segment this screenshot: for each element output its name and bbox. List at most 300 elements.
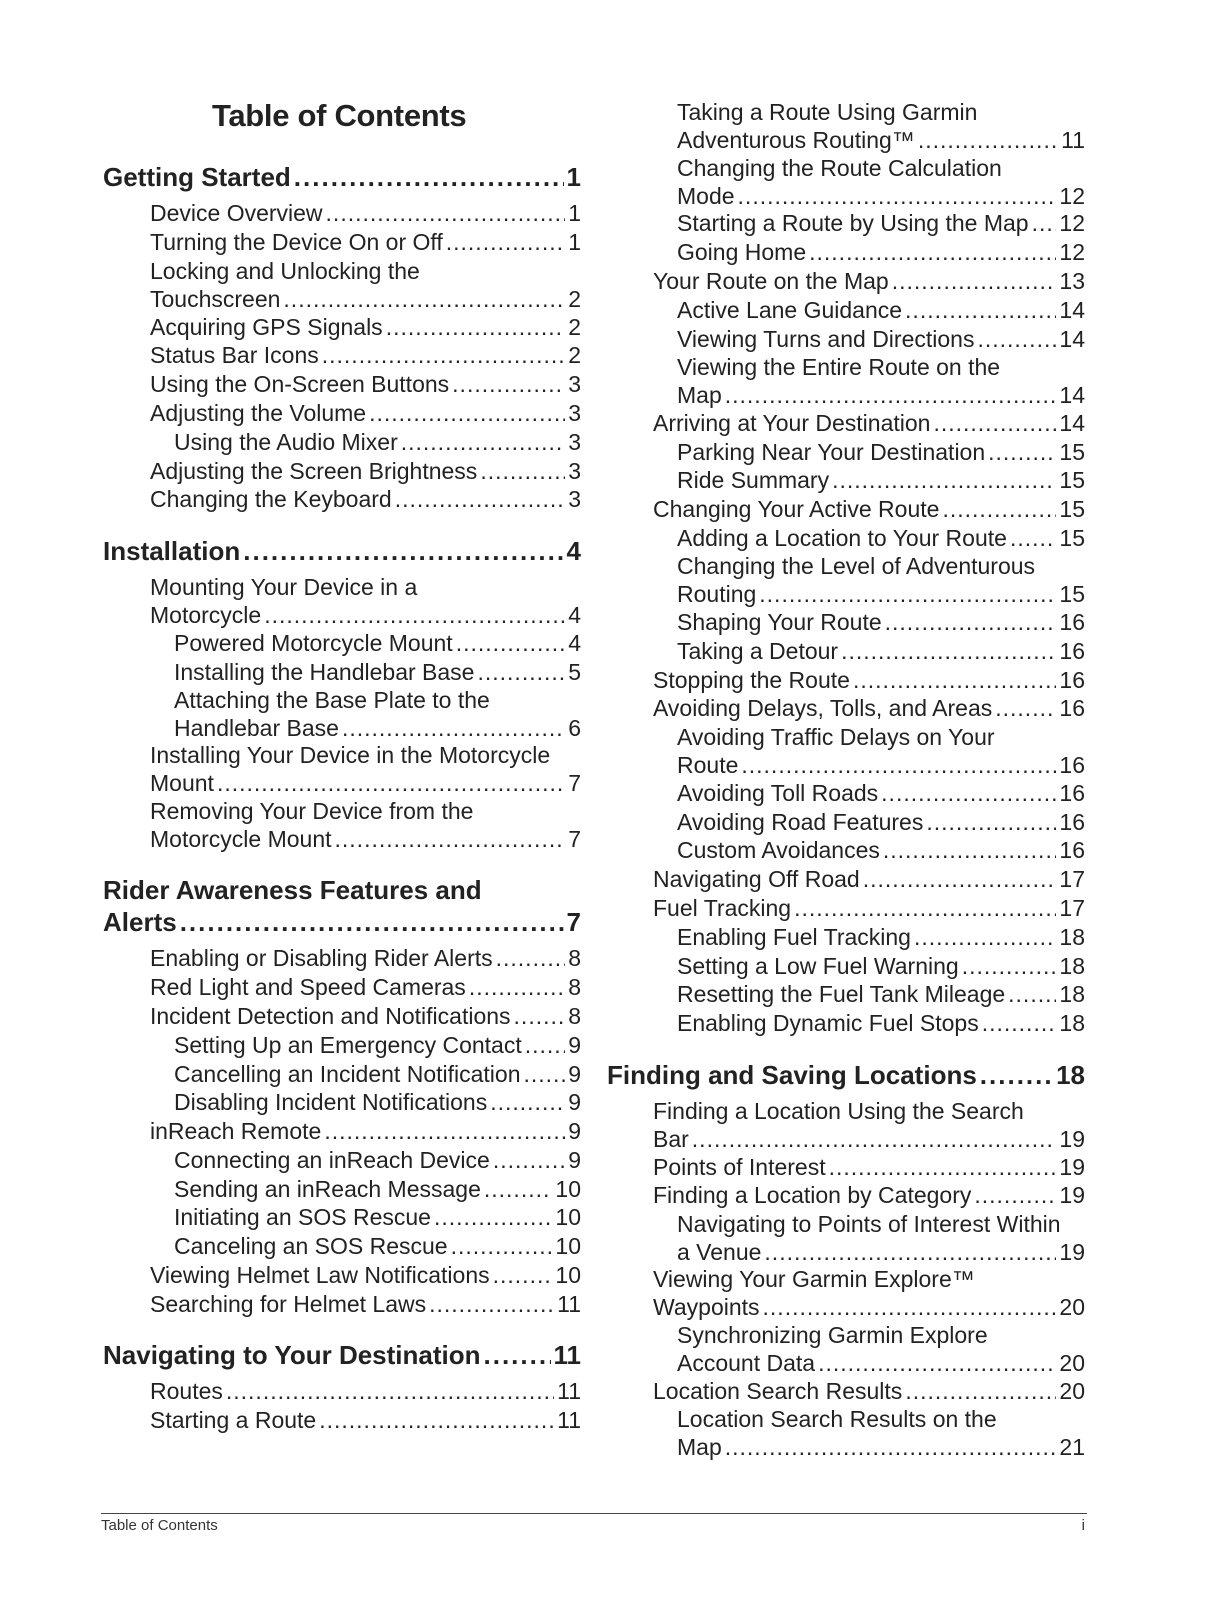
toc-entry[interactable]	[607, 666, 1085, 694]
toc-entry-title: Setting a Low Fuel Warning	[677, 953, 959, 979]
toc-entry[interactable]	[607, 267, 1085, 295]
dot-leader	[294, 161, 564, 193]
toc-entry[interactable]	[103, 1175, 581, 1203]
toc-entry[interactable]	[607, 524, 1085, 552]
toc-entry[interactable]	[103, 1031, 581, 1059]
toc-page-number: 3	[568, 458, 581, 484]
dot-leader	[885, 608, 1057, 636]
toc-entry-title: Points of Interest	[653, 1154, 826, 1180]
toc-entry[interactable]	[103, 370, 581, 398]
toc-entry[interactable]	[607, 1405, 1085, 1461]
dot-leader	[914, 923, 1056, 951]
toc-entry-title-line: Locking and Unlocking the	[150, 258, 420, 284]
toc-entry-title: Going Home	[677, 239, 807, 265]
toc-entry-title: inReach Remote	[150, 1118, 322, 1144]
toc-entry-title: Enabling Fuel Tracking	[677, 924, 911, 950]
toc-entry-title: Adding a Location to Your Route	[677, 525, 1007, 551]
toc-page-number: 3	[568, 400, 581, 426]
dot-leader	[451, 1232, 553, 1260]
toc-section-heading[interactable]	[103, 874, 581, 938]
dot-leader	[226, 1377, 554, 1405]
toc-section-heading[interactable]	[103, 1339, 581, 1371]
toc-entry-title: Arriving at Your Destination	[653, 410, 931, 436]
toc-entry-title: Canceling an SOS Rescue	[174, 1233, 448, 1259]
toc-entry-title: Enabling Dynamic Fuel Stops	[677, 1010, 979, 1036]
toc-page-number: 10	[555, 1233, 581, 1259]
dot-leader	[493, 1146, 565, 1174]
toc-page-number: 9	[568, 1147, 581, 1173]
toc-entry[interactable]	[103, 1406, 581, 1434]
toc-entry-title: Mode	[677, 183, 735, 209]
toc-entry-title-line: Attaching the Base Plate to the	[174, 687, 490, 713]
toc-entry-title: Disabling Incident Notifications	[174, 1089, 488, 1115]
toc-entry-title: Route	[677, 752, 739, 778]
dot-leader	[962, 952, 1057, 980]
toc-entry[interactable]	[103, 658, 581, 686]
toc-page-number: 12	[1059, 210, 1085, 236]
toc-entry[interactable]	[103, 457, 581, 485]
toc-page-number: 15	[1059, 496, 1085, 522]
toc-entry-title: Avoiding Delays, Tolls, and Areas	[653, 695, 993, 721]
dot-leader	[326, 199, 566, 227]
toc-entry-title: Routing	[677, 581, 757, 607]
toc-page-number: 11	[557, 1378, 581, 1404]
toc-page-number: 10	[555, 1204, 581, 1230]
toc-entry-title-line: Viewing Your Garmin Explore™	[653, 1266, 975, 1292]
toc-entry[interactable]	[103, 313, 581, 341]
toc-entry-title: Setting Up an Emergency Contact	[174, 1032, 522, 1058]
toc-entry-title: Changing Your Active Route	[653, 496, 940, 522]
dot-leader	[892, 267, 1057, 295]
dot-leader	[988, 438, 1056, 466]
dot-leader	[496, 944, 566, 972]
toc-entry-title: Starting a Route	[150, 1407, 317, 1433]
toc-entry[interactable]	[607, 865, 1085, 893]
dot-leader	[452, 370, 565, 398]
toc-page-number: 4	[568, 630, 581, 656]
toc-page-number: 12	[1059, 183, 1085, 209]
toc-page-number: 7	[568, 826, 581, 852]
toc-entry-title: Incident Detection and Notifications	[150, 1003, 511, 1029]
dot-leader	[1032, 209, 1057, 237]
toc-entry[interactable]	[103, 1203, 581, 1231]
toc-entry-title: Using the Audio Mixer	[174, 429, 398, 455]
toc-entry-title: Fuel Tracking	[653, 895, 792, 921]
toc-entry[interactable]	[607, 1181, 1085, 1209]
toc-entry-title: Avoiding Road Features	[677, 809, 924, 835]
dot-leader	[490, 1088, 565, 1116]
dot-leader	[456, 629, 566, 657]
toc-entry[interactable]	[103, 428, 581, 456]
toc-page-number: 17	[1059, 895, 1085, 921]
toc-page-number: 1	[568, 229, 581, 255]
toc-page-number: 17	[1059, 866, 1085, 892]
toc-section-heading[interactable]	[103, 161, 581, 193]
dot-leader	[342, 714, 565, 742]
toc-entry-title: Custom Avoidances	[677, 837, 880, 863]
toc-entry-title: Initiating an SOS Rescue	[174, 1204, 431, 1230]
toc-page-number: 9	[568, 1118, 581, 1144]
toc-entry-title: Finding a Location by Category	[653, 1182, 972, 1208]
dot-leader	[853, 666, 1056, 694]
dot-leader	[484, 1175, 553, 1203]
toc-page-number: 14	[1059, 410, 1085, 436]
toc-entry[interactable]	[607, 154, 1085, 210]
toc-entry[interactable]	[103, 1002, 581, 1030]
dot-leader	[818, 1349, 1056, 1377]
toc-entry[interactable]	[103, 341, 581, 369]
toc-entry-title: Adjusting the Volume	[150, 400, 367, 426]
toc-entry-title: Ride Summary	[677, 467, 830, 493]
toc-entry[interactable]	[103, 629, 581, 657]
toc-page-number: 16	[1059, 809, 1085, 835]
dot-leader	[319, 1406, 554, 1434]
toc-page-number: 1	[568, 200, 581, 226]
toc-entry-title: Red Light and Speed Cameras	[150, 974, 466, 1000]
toc-entry[interactable]	[607, 923, 1085, 951]
toc-entry[interactable]	[607, 325, 1085, 353]
toc-entry[interactable]	[103, 199, 581, 227]
toc-page-number: 11	[553, 1340, 581, 1370]
toc-entry-title-line: Changing the Route Calculation	[677, 155, 1002, 181]
dot-leader	[863, 865, 1057, 893]
toc-entry-title: Motorcycle Mount	[150, 826, 332, 852]
toc-entry-title: Acquiring GPS Signals	[150, 314, 383, 340]
dot-leader	[283, 285, 565, 313]
dot-leader	[1010, 524, 1056, 552]
toc-entry-title: Connecting an inReach Device	[174, 1147, 490, 1173]
toc-entry-title: Changing the Keyboard	[150, 486, 392, 512]
toc-entry-title: Alerts	[103, 907, 177, 937]
toc-entry[interactable]	[607, 209, 1085, 237]
dot-leader	[995, 694, 1056, 722]
toc-entry-title: Routes	[150, 1378, 223, 1404]
dot-leader	[469, 973, 565, 1001]
toc-entry-title: Starting a Route by Using the Map	[677, 210, 1029, 236]
toc-entry-title: Navigating Off Road	[653, 866, 860, 892]
toc-page-number: 7	[568, 770, 581, 796]
toc-entry[interactable]	[607, 238, 1085, 266]
toc-entry[interactable]	[103, 797, 581, 853]
toc-section-heading[interactable]	[607, 1059, 1085, 1091]
toc-entry-title: Cancelling an Incident Notification	[174, 1061, 521, 1087]
toc-entry-title: Getting Started	[103, 162, 291, 192]
toc-page-number: 6	[568, 715, 581, 741]
toc-entry[interactable]	[607, 1097, 1085, 1153]
toc-entry-title-line: Synchronizing Garmin Explore	[677, 1322, 988, 1348]
dot-leader	[386, 313, 566, 341]
toc-page-number: 19	[1059, 1182, 1085, 1208]
page-title: Table of Contents	[212, 98, 467, 133]
dot-leader	[514, 1002, 566, 1030]
toc-entry[interactable]	[103, 973, 581, 1001]
toc-entry[interactable]	[607, 980, 1085, 1008]
toc-page-number: 9	[568, 1032, 581, 1058]
dot-leader	[881, 779, 1056, 807]
toc-entry-title: Turning the Device On or Off	[150, 229, 443, 255]
toc-entry[interactable]	[103, 1146, 581, 1174]
toc-entry-title: Installing the Handlebar Base	[174, 659, 475, 685]
toc-page-number: 14	[1059, 382, 1085, 408]
dot-leader	[829, 1153, 1057, 1181]
toc-page-number: 18	[1059, 953, 1085, 979]
toc-page-number: 19	[1059, 1154, 1085, 1180]
toc-page-number: 16	[1059, 837, 1085, 863]
toc-page-number: 8	[568, 974, 581, 1000]
toc-entry[interactable]	[103, 399, 581, 427]
toc-entry-title: Adventurous Routing™	[677, 127, 915, 153]
toc-page-number: 18	[1059, 924, 1085, 950]
toc-page-number: 3	[568, 429, 581, 455]
toc-page-number: 20	[1059, 1294, 1085, 1320]
toc-entry[interactable]	[607, 495, 1085, 523]
dot-leader	[477, 658, 565, 686]
toc-entry[interactable]	[607, 1153, 1085, 1181]
toc-entry-title: Taking a Detour	[677, 638, 839, 664]
toc-page-number: 14	[1059, 297, 1085, 323]
toc-page-number: 8	[568, 945, 581, 971]
toc-entry-title: Map	[677, 1434, 722, 1460]
footer-divider	[101, 1513, 1087, 1514]
toc-entry-title-line: Taking a Route Using Garmin	[677, 99, 978, 125]
toc-entry-title: Active Lane Guidance	[677, 297, 903, 323]
toc-entry-title-line: Changing the Level of Adventurous	[677, 553, 1036, 579]
toc-page-number: 5	[568, 659, 581, 685]
dot-leader	[933, 409, 1056, 437]
toc-page-number: 9	[568, 1089, 581, 1115]
toc-entry-title: Location Search Results	[653, 1378, 903, 1404]
toc-entry-title: Enabling or Disabling Rider Alerts	[150, 945, 493, 971]
dot-leader	[446, 228, 565, 256]
dot-leader	[977, 325, 1056, 353]
toc-entry[interactable]	[103, 257, 581, 313]
toc-page-number: 16	[1059, 695, 1085, 721]
toc-page-number: 21	[1059, 1434, 1085, 1460]
toc-entry[interactable]	[607, 1377, 1085, 1405]
toc-entry[interactable]	[607, 466, 1085, 494]
dot-leader	[692, 1125, 1057, 1153]
toc-entry[interactable]	[607, 808, 1085, 836]
dot-leader	[738, 182, 1057, 210]
toc-entry[interactable]	[103, 1060, 581, 1088]
toc-page-number: 18	[1059, 1010, 1085, 1036]
toc-page-number: 2	[568, 342, 581, 368]
dot-leader	[809, 238, 1056, 266]
dot-leader	[525, 1031, 565, 1059]
toc-entry[interactable]	[103, 1290, 581, 1318]
toc-page-number: 3	[568, 486, 581, 512]
toc-entry-title: Touchscreen	[150, 286, 281, 312]
toc-entry-title: Waypoints	[653, 1294, 760, 1320]
toc-entry-title: Finding and Saving Locations	[607, 1060, 977, 1090]
toc-page-number: 11	[1061, 127, 1085, 153]
toc-entry-title: Sending an inReach Message	[174, 1176, 481, 1202]
toc-entry-title-line: Avoiding Traffic Delays on Your	[677, 724, 995, 750]
toc-page-number: 16	[1059, 609, 1085, 635]
toc-section-heading[interactable]	[103, 535, 581, 567]
toc-entry-title-line: Installing Your Device in the Motorcycle	[150, 742, 551, 768]
dot-leader	[434, 1203, 552, 1231]
toc-page-number: 8	[568, 1003, 581, 1029]
dot-leader	[974, 1181, 1056, 1209]
toc-entry[interactable]	[607, 353, 1085, 409]
dot-leader	[725, 381, 1057, 409]
toc-page-number: 15	[1059, 581, 1085, 607]
dot-leader	[369, 399, 565, 427]
toc-entry-title-line: Navigating to Points of Interest Within	[677, 1211, 1061, 1237]
toc-page-number: 16	[1059, 752, 1085, 778]
toc-entry-title-line: Location Search Results on the	[677, 1406, 997, 1432]
toc-entry[interactable]	[607, 1009, 1085, 1037]
toc-page-number: 19	[1059, 1239, 1085, 1265]
toc-entry[interactable]	[607, 723, 1085, 779]
dot-leader	[493, 1261, 553, 1289]
dot-leader	[832, 466, 1056, 494]
toc-entry[interactable]	[103, 741, 581, 797]
toc-page-number: 12	[1059, 239, 1085, 265]
toc-entry-title: Stopping the Route	[653, 667, 850, 693]
toc-entry[interactable]	[607, 779, 1085, 807]
toc-entry-title-line: Finding a Location Using the Search	[653, 1098, 1024, 1124]
dot-leader	[741, 751, 1056, 779]
toc-page-number: 19	[1059, 1126, 1085, 1152]
footer-section-name: Table of Contents	[101, 1517, 218, 1534]
toc-page-number: 3	[568, 371, 581, 397]
dot-leader	[942, 495, 1056, 523]
dot-leader	[918, 126, 1058, 154]
dot-leader	[725, 1433, 1057, 1461]
dot-leader	[841, 637, 1056, 665]
dot-leader	[926, 808, 1056, 836]
toc-entry[interactable]	[607, 409, 1085, 437]
dot-leader	[759, 580, 1056, 608]
toc-entry-title: Powered Motorcycle Mount	[174, 630, 453, 656]
dot-leader	[794, 894, 1056, 922]
toc-page-number: 20	[1059, 1350, 1085, 1376]
toc-entry-title: Mount	[150, 770, 214, 796]
toc-page-number: 20	[1059, 1378, 1085, 1404]
toc-page-number: 15	[1059, 439, 1085, 465]
toc-entry-title: Bar	[653, 1126, 689, 1152]
toc-entry[interactable]	[103, 228, 581, 256]
toc-page-number: 15	[1059, 525, 1085, 551]
toc-entry[interactable]	[103, 1261, 581, 1289]
toc-entry[interactable]	[103, 573, 581, 629]
toc-entry[interactable]	[607, 98, 1085, 154]
dot-leader	[217, 769, 565, 797]
toc-page-number: 16	[1059, 638, 1085, 664]
toc-entry-title: Viewing Turns and Directions	[677, 326, 975, 352]
toc-page-number: 15	[1059, 467, 1085, 493]
toc-page-number: 13	[1059, 268, 1085, 294]
dot-leader	[764, 1238, 1056, 1266]
toc-entry[interactable]	[103, 1117, 581, 1145]
toc-entry-title: Installation	[103, 536, 241, 566]
footer-page-number: i	[1081, 1517, 1085, 1534]
toc-entry[interactable]	[607, 836, 1085, 864]
toc-entry-title: Device Overview	[150, 200, 323, 226]
toc-entry-title: Map	[677, 382, 722, 408]
toc-entry[interactable]	[607, 438, 1085, 466]
toc-entry-title: Adjusting the Screen Brightness	[150, 458, 478, 484]
toc-entry[interactable]	[607, 608, 1085, 636]
toc-entry-title: Status Bar Icons	[150, 342, 319, 368]
toc-page-number: 14	[1059, 326, 1085, 352]
toc-page-number: 1	[566, 162, 581, 192]
toc-page-number: 18	[1056, 1060, 1085, 1090]
dot-leader	[335, 825, 566, 853]
toc-page-number: 2	[568, 286, 581, 312]
toc-entry[interactable]	[607, 1321, 1085, 1377]
toc-entry[interactable]	[103, 1088, 581, 1116]
toc-entry-title: Shaping Your Route	[677, 609, 882, 635]
dot-leader	[324, 1117, 565, 1145]
dot-leader	[980, 1059, 1053, 1091]
dot-leader	[1008, 980, 1056, 1008]
toc-entry[interactable]	[607, 1210, 1085, 1266]
dot-leader	[322, 341, 565, 369]
toc-page-number: 4	[566, 536, 581, 566]
toc-entry[interactable]	[607, 952, 1085, 980]
toc-entry-title: Avoiding Toll Roads	[677, 780, 879, 806]
dot-leader	[429, 1290, 554, 1318]
dot-leader	[395, 485, 566, 513]
toc-page-number: 4	[568, 602, 581, 628]
dot-leader	[264, 601, 565, 629]
dot-leader	[763, 1293, 1057, 1321]
dot-leader	[883, 836, 1057, 864]
toc-entry-title: Parking Near Your Destination	[677, 439, 986, 465]
toc-page-number: 10	[555, 1262, 581, 1288]
toc-page-number: 11	[557, 1407, 581, 1433]
dot-leader	[480, 457, 565, 485]
toc-entry-title-line: Viewing the Entire Route on the	[677, 354, 1001, 380]
dot-leader	[905, 296, 1056, 324]
toc-entry-title: Viewing Helmet Law Notifications	[150, 1262, 490, 1288]
dot-leader	[180, 906, 564, 938]
toc-entry[interactable]	[103, 1232, 581, 1260]
toc-entry-title: Using the On-Screen Buttons	[150, 371, 450, 397]
dot-leader	[243, 535, 563, 567]
toc-entry-title: Searching for Helmet Laws	[150, 1291, 427, 1317]
dot-leader	[523, 1060, 565, 1088]
toc-entry-title: Your Route on the Map	[653, 268, 889, 294]
toc-entry[interactable]	[103, 944, 581, 972]
toc-page-number: 11	[557, 1291, 581, 1317]
toc-entry[interactable]	[607, 1265, 1085, 1321]
dot-leader	[401, 428, 565, 456]
toc-entry-title-line: Mounting Your Device in a	[150, 574, 418, 600]
toc-entry-title: a Venue	[677, 1239, 762, 1265]
toc-entry-title: Resetting the Fuel Tank Mileage	[677, 981, 1006, 1007]
toc-entry[interactable]	[607, 694, 1085, 722]
toc-entry-title: Account Data	[677, 1350, 816, 1376]
toc-entry[interactable]	[103, 686, 581, 742]
toc-entry-title-line: Removing Your Device from the	[150, 798, 474, 824]
toc-entry-title-line: Rider Awareness Features and	[103, 875, 482, 905]
toc-entry-title: Handlebar Base	[174, 715, 339, 741]
toc-page-number: 2	[568, 314, 581, 340]
toc-entry[interactable]	[607, 552, 1085, 608]
toc-entry[interactable]	[607, 296, 1085, 324]
toc-entry[interactable]	[607, 894, 1085, 922]
toc-entry-title: Navigating to Your Destination	[103, 1340, 481, 1370]
toc-entry[interactable]	[103, 1377, 581, 1405]
toc-entry[interactable]	[607, 637, 1085, 665]
dot-leader	[484, 1339, 551, 1371]
toc-page-number: 9	[568, 1061, 581, 1087]
toc-entry[interactable]	[103, 485, 581, 513]
